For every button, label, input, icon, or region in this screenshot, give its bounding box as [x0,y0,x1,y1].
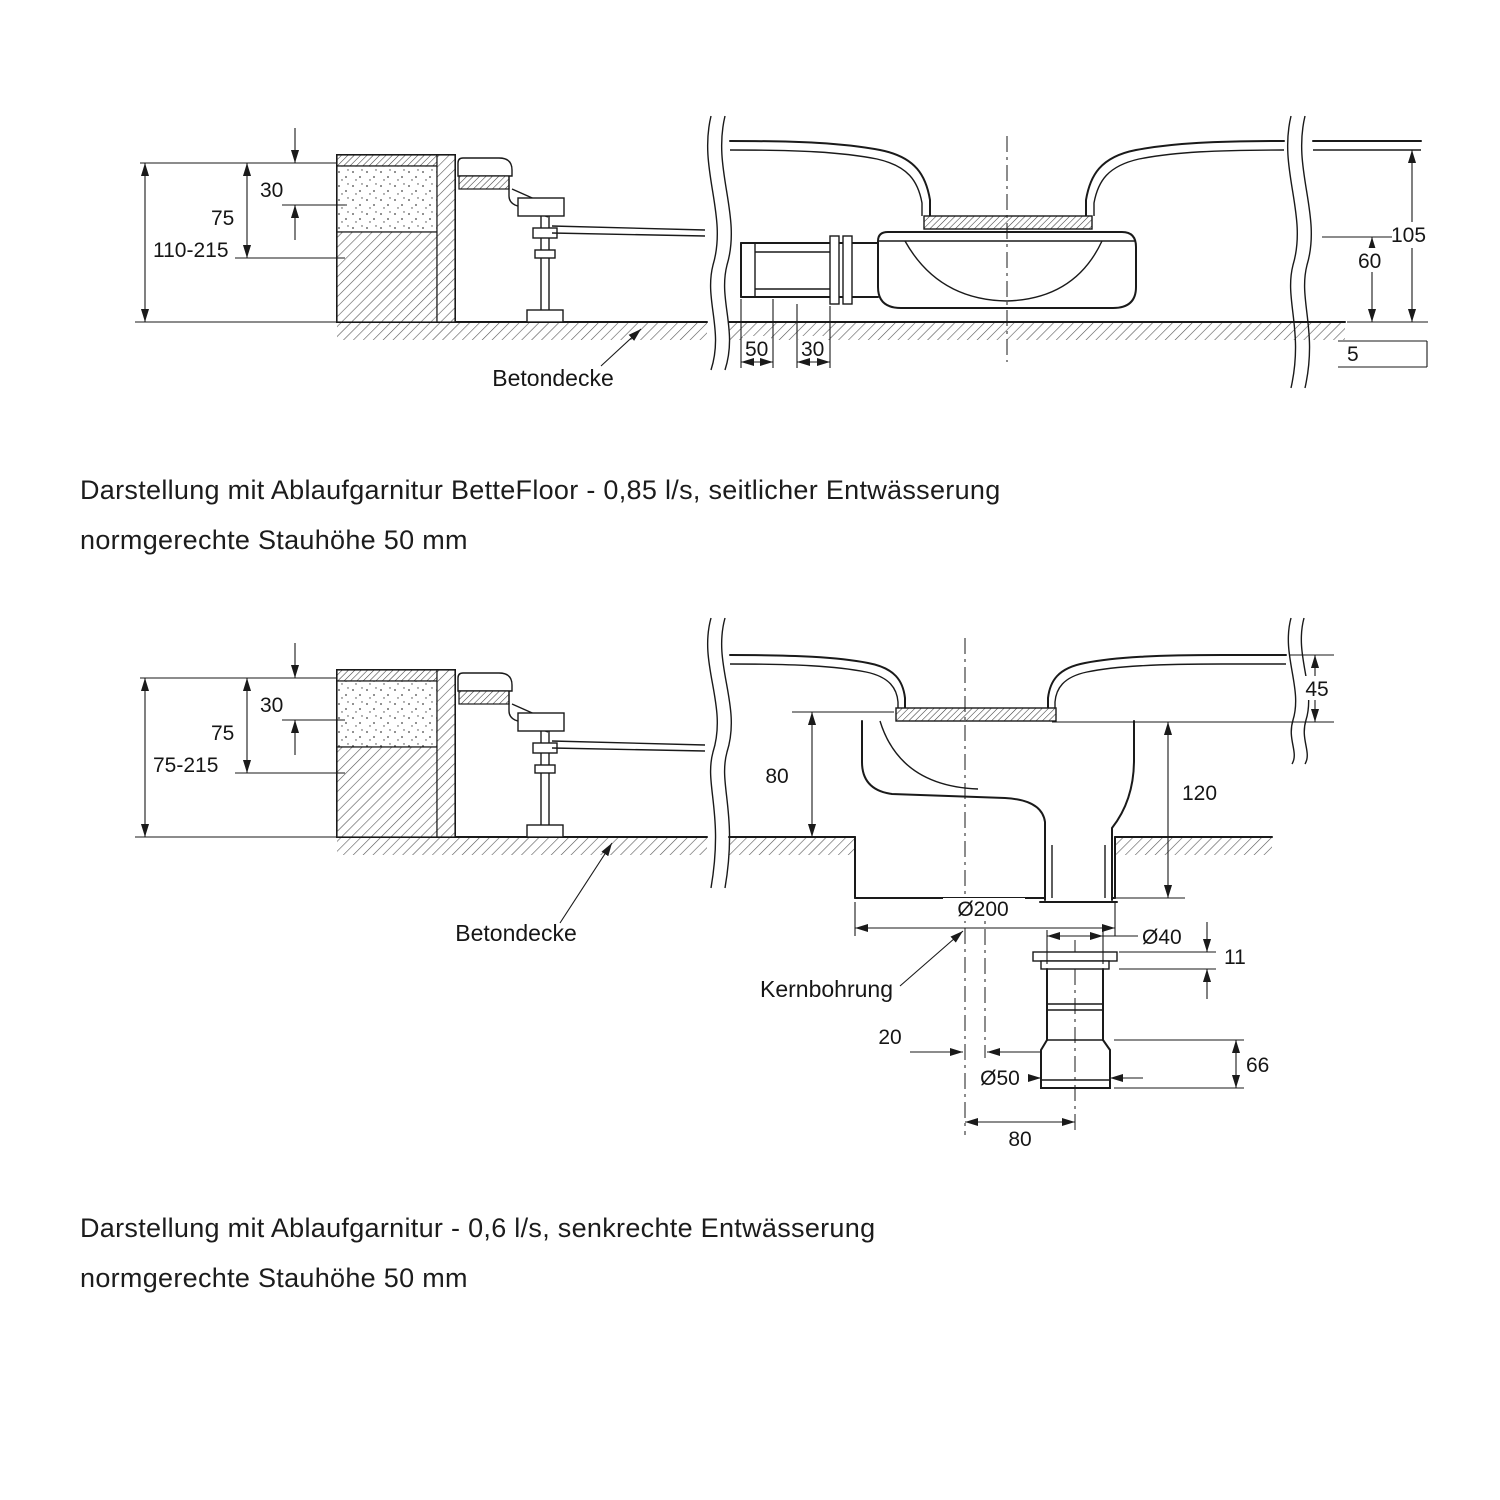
tray-edge-profile [458,158,564,217]
dim-top-layer-2: 30 [260,694,284,717]
floor-slab [337,322,1345,340]
caption-vertical-line2: normgerechte Stauhöhe 50 mm [80,1263,468,1293]
dim-flange-height: 11 [1224,946,1246,969]
tray-surface-left [552,226,705,236]
break-line-left [708,116,732,370]
dim-outlet-diameter-bottom: Ø50 [980,1067,1020,1090]
floor-label-group-2 [455,843,612,946]
drain-cover [924,216,1092,229]
caption-lateral-line1: Darstellung mit Ablaufgarnitur BetteFloor - 0,85 l/s, seitlicher Entwässerung [80,475,1001,505]
dim-core-diameter: Ø200 [957,898,1009,921]
core-hole-dims [760,898,1115,1052]
dimensions-left-2 [135,643,345,837]
diagram-lateral-drain [0,0,1500,450]
dim-screed-2: 75 [211,722,235,745]
break-line-left-2 [708,618,732,888]
tray-surface-right [730,141,1421,229]
dim-outlet-length: 66 [1246,1054,1270,1077]
break-line-right [1288,116,1312,388]
dim-trap-height: 80 [765,765,789,788]
drain-trap-2 [862,721,1134,902]
wall-section-2 [337,670,455,837]
betondecke-label: Betondecke [492,365,614,391]
support-foot-2 [527,731,563,837]
dim-offset-50: 50 [745,338,769,361]
outlet-pipe-horizontal [741,236,878,304]
caption-vertical [80,1203,875,1303]
dim-outlet-diameter-top: Ø40 [1142,926,1182,949]
caption-vertical-line1: Darstellung mit Ablaufgarnitur - 0,6 l/s, senkrechte Entwässerung [80,1213,876,1243]
dim-recess-depth: 45 [1305,678,1329,701]
dim-top-layer: 30 [260,179,284,202]
dim-offset-30: 30 [801,338,825,361]
caption-lateral [80,465,1001,565]
support-foot [527,216,563,322]
wall-section [337,155,455,322]
dim-build-height: 110-215 [153,239,229,262]
drain-cover-2 [896,708,1056,721]
dim-screed: 75 [211,207,235,230]
dim-outlet-axis: 60 [1358,250,1382,273]
tray-surface-right-2 [730,655,1286,721]
dim-build-height-2: 75-215 [153,754,219,777]
kernbohrung-label: Kernbohrung [760,976,893,1002]
dim-core-depth: 120 [1182,782,1218,805]
floor-slab-2 [337,837,1272,898]
dim-center-offset: 20 [878,1026,902,1049]
dimensions-inner-2 [765,655,1337,898]
dim-unit-height: 105 [1391,224,1427,247]
betondecke-label-2: Betondecke [455,920,577,946]
dimensions-left [135,128,345,322]
dim-outlet-offset: 80 [1008,1128,1032,1151]
tray-edge-profile-2 [458,673,564,732]
caption-lateral-line2: normgerechte Stauhöhe 50 mm [80,525,468,555]
dim-clearance: 5 [1347,343,1359,366]
diagram-vertical-drain [0,600,1500,1160]
tray-surface-left-2 [552,741,705,751]
